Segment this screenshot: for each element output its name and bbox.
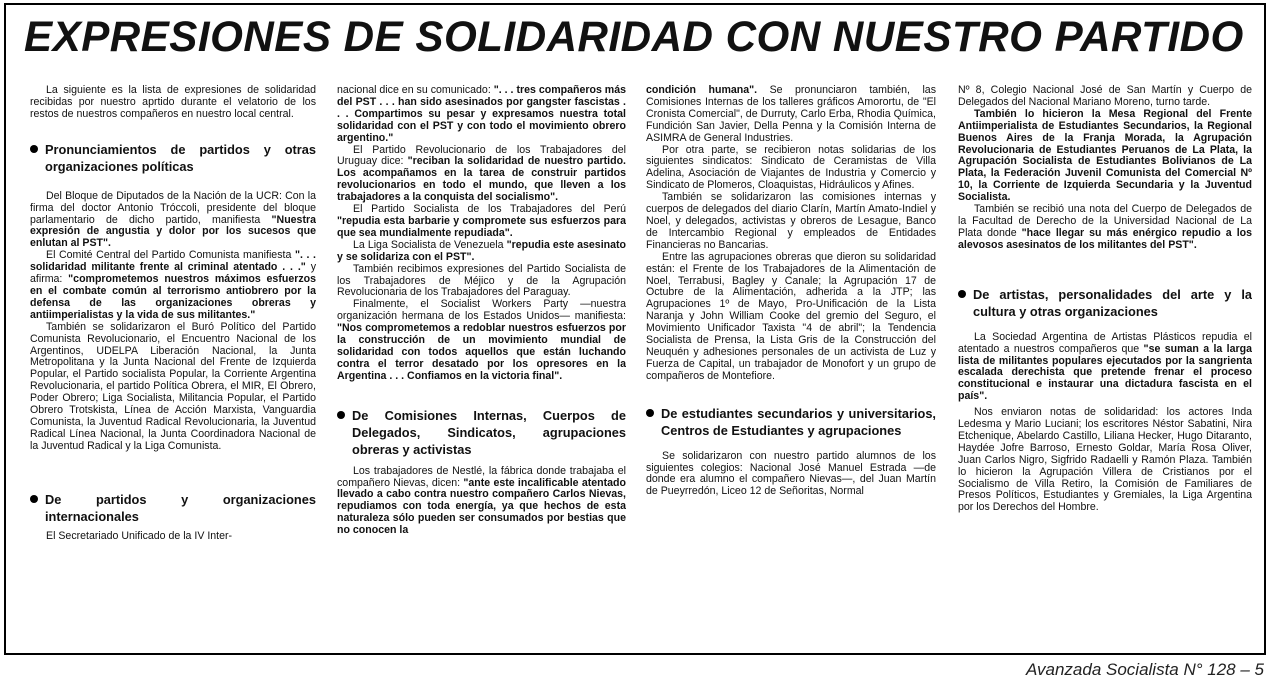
paragraph: Entre las agrupaciones obreras que dieron su solidaridad están: el Frente de los Trabajadores de la Alimentación de Noel, Terrabusi, Bagley y Canale; la Agrupación 17 de Octubre de la Alimentación, adherida a la JTP; las Agrupaciones 1º de Mayo, Pro-Unificación de la Lista Naranja y John William Cooke del gremio del Seguro, el Movimiento Unificador Taxista "4 de abril"; la Tendencia Socialista de Prensa, la Lista Gris de la Construcción del Neuquén y adhesiones personales de un activista de Luz y Fuerza de Capital, un trabajador de Monofort y un grupo de compañeros de Montefiore. (646, 250, 936, 382)
article-title: EXPRESIONES DE SOLIDARIDAD CON NUESTRO PARTIDO (24, 13, 1244, 61)
column-3 (646, 85, 936, 645)
paragraph: Los trabajadores de Nestlé, la fábrica donde trabajaba el compañero Nievas, dicen: "ante este incalificable atentado llevado a cabo contra nuestro compañero Carlos Nievas, repudiamos con toda energía, ya que hechos de esta naturaleza sólo pueden ser consumados por bestias que no conocen la (337, 464, 626, 537)
page-footer: Avanzada Socialista N° 128 – 5 (1025, 660, 1264, 679)
section-heading-politicos: Pronunciamientos de partidos y otras organizaciones políticas (30, 141, 316, 175)
paragraph: También se recibió una nota del Cuerpo de Delegados de la Facultad de Derecho de la Universidad Nacional de La Plata donde "hace llegar su más enérgico repudio a los alevosos asesinatos de los militantes del PST". (958, 203, 1252, 251)
bullet-icon (337, 411, 345, 419)
paragraph: También se solidarizaron las comisiones internas y cuerpos de delegados del diario Clarín, Martín Amato-Indiel y Noel, y delegados, activistas y obreros de Lesague, Banco de Intercambio Regional y empleados de Entidades Financieras no Bancarias. (646, 191, 936, 251)
paragraph: nacional dice en su comunicado: ". . . tres compañeros más del PST . . . han sido asesinados por gangster fascistas . . . Compartimos su pesar y expresamos nuestra total solidaridad con el PST y con todo el movimiento obrero argentino." (337, 85, 626, 144)
bullet-icon (30, 145, 38, 153)
paragraph: Finalmente, el Socialist Workers Party —nuestra organización hermana de los Estados Unidos— manifiesta: "Nos comprometemos a redoblar nuestros esfuerzos por la construcción de un movimiento mundial de solidaridad con todos aquellos que están luchando contra el terror desatado por los opresores en la Argentina . . . Confiamos en la victoria final". (337, 298, 626, 382)
paragraph: La Sociedad Argentina de Artistas Plásticos repudia el atentado a nuestros compañeros que "se suman a la larga lista de militantes populares ejecutados por la sangrienta escalada derechista que pretende frenar el proceso constitucional e instaurar una dictadura fascista en el país". (958, 330, 1252, 403)
section-heading-internacionales: De partidos y organizaciones internacionales (30, 491, 316, 525)
paragraph: Del Bloque de Diputados de la Nación de la UCR: Con la firma del doctor Antonio Tróccoli, presidente del bloque parlamentario de dicho partido, manifiesta "Nuestra expresión de angustia y dolor por los sucesos que enlutan al PST". (30, 189, 316, 250)
bullet-icon (958, 290, 966, 298)
intro-paragraph: La siguiente es la lista de expresiones de solidaridad recibidas por nuestro aprtido durante el velatorio de los restos de nuestros compañeros en nuestro local central. (30, 85, 316, 120)
paragraph: Nos enviaron notas de solidaridad: los actores Inda Ledesma y Mario Luciani; los escritores Néstor Sabatini, Nira Etchenique, Abelardo Castillo, Liliana Hecker, Hugo Ditaranto, Haydée Jofre Barroso, Ernesto Goldar, María Rosa Oliver, Juan Carlos Nigro, Sigfrido Radaelli y Ramón Plaza. También lo hicieron la Agrupación Villera de Cristianos por el Socialismo de Villa Retiro, la Comisión de Familiares de Presos Políticos, Estudiantes y Gremiales, la Liga Argentina por los Derechos del Hombre. (958, 406, 1252, 514)
paragraph: Se solidarizaron con nuestro partido alumnos de los siguientes colegios: Nacional José Manuel Estrada —de donde era alumno el compañero Nievas—, del Juan Martín de Pueyrredón, Liceo 12 de Señoritas, Normal (646, 449, 936, 498)
paragraph: condición humana". Se pronunciaron también, las Comisiones Internas de los talleres gráficos Amorortu, de "El Cronista Comercial", de Durruty, Carlo Erba, Rhodia Química, Fundición San Javier, Della Penna y la Comisión Interna de ASIMRA de General Industries. (646, 85, 936, 144)
column-1 (30, 85, 316, 645)
paragraph: También lo hicieron la Mesa Regional del Frente Antiimperialista de Estudiantes Secundarios, la Regional Buenos Aires de la Franja Morada, la Agrupación Revolucionaria de Estudiantes Peruanos de La Plata, la Agrupación Socialista de Estudiantes Bolivianos de La Plata, la Federación Juvenil Comunista del Comercial Nº 10, la Corriente de Izquierda Secundaria y la Juventud Socialista. (958, 107, 1252, 204)
paragraph: La Liga Socialista de Venezuela "repudia este asesinato y se solidariza con el PST". (337, 238, 626, 263)
paragraph: También se solidarizaron el Buró Político del Partido Comunista Revolucionario, el Encuentro Nacional de los Argentinos, UDELPA Liberación Nacional, la Junta Metropolitana y la Junta Nacional del Frente de Izquierda Popular, el Partido socialista Popular, la Corriente Argentina Revolucionaria, el partido Política Obrera, el MIR, El Obrero, Poder Obrero; Liga Socialista, Militancia Popular, el Partido Obrero Trotskista, Línea de Acción Marxista, Vanguardia Comunista, la Juventud Radical Revolucionaria, la Juventud Radical Línea Nacional, la Junta Coordinadora Nacional de la Juventud Radical y la Liga Comunista. (30, 320, 316, 452)
bullet-icon (30, 495, 38, 503)
column-4 (958, 85, 1252, 645)
paragraph: El Partido Socialista de los Trabajadores del Perú "repudia esta barbarie y compromete sus esfuerzos para que sea mundialmente repudiada". (337, 203, 626, 239)
paragraph: Nº 8, Colegio Nacional José de San Martín y Cuerpo de Delegados del Nacional Mariano Moreno, turno tarde. (958, 85, 1252, 108)
section-heading-comisiones: De Comisiones Internas, Cuerpos de Delegados, Sindicatos, agrupaciones obreras y activistas (337, 407, 626, 458)
paragraph: El Secretariado Unificado de la IV Inter- (46, 529, 233, 542)
paragraph: También recibimos expresiones del Partido Socialista de los Trabajadores de Méjico y de la Agrupación Revolucionaria de los Trabajadores del Paraguay. (337, 262, 626, 299)
section-heading-artistas: De artistas, personalidades del arte y la cultura y otras organizaciones (958, 286, 1252, 320)
bullet-icon (646, 409, 654, 417)
paragraph: El Partido Revolucionario de los Trabajadores del Uruguay dice: "reciban la solidaridad de nuestro partido. Los acompañamos en la tarea de construir partidos revolucionarios en todo el mundo, que lleven a los trabajadores a la conquista del socialismo". (337, 143, 626, 204)
article-frame (4, 3, 1266, 655)
paragraph: El Comité Central del Partido Comunista manifiesta ". . . solidaridad militante frente al criminal atentado . . ." y afirma: "comprometemos nuestros máximos esfuerzos en el combate común al terrorismo antiobrero por la defensa de las organizaciones obreras y antiimperialistas y la vida de sus militantes." (30, 249, 316, 321)
section-heading-estudiantes: De estudiantes secundarios y universitarios, Centros de Estudiantes y agrupaciones (646, 405, 936, 439)
paragraph: Por otra parte, se recibieron notas solidarias de los siguientes sindicatos: Sindicato de Ceramistas de Villa Adelina, Asociación de Viajantes de Industria y Comercio y Sindicato de Plomeros, Cloaquistas, Hidráulicos y Afines. (646, 143, 936, 192)
column-2 (337, 85, 626, 645)
